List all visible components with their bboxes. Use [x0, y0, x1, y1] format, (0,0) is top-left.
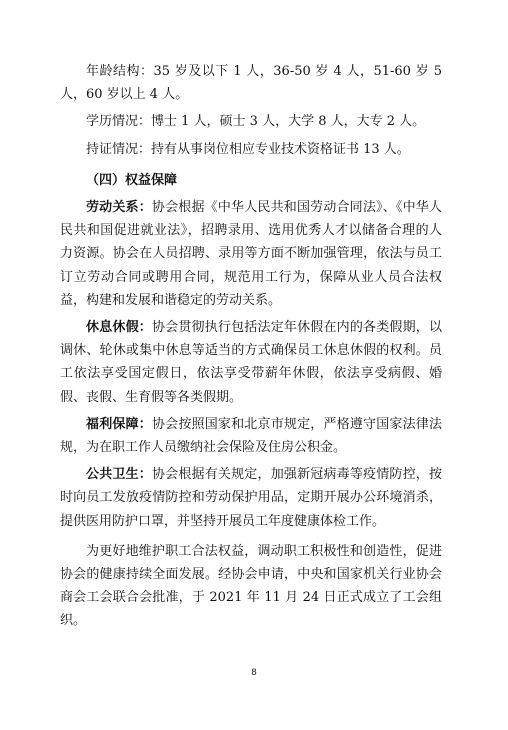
welfare-paragraph [60, 413, 442, 459]
trade-union-paragraph: 为更好地维护职工合法权益，调动职工积极性和创造性，促进协会的健康持续全面发展。经协会申请，中央和国家机关行业协会商会工会联合会批准，于 2021 年 11 月 24 日正式成立了工会组织。 [60, 543, 442, 629]
education-paragraph: 学历情况：博士 1 人，硕士 3 人，大学 8 人，大专 2 人。 [86, 114, 426, 130]
labor-relations-text: 协会根据《中华人民共和国劳动合同法》、《中华人民共和国促进就业法》，招聘录用、选用优秀人才以储备合理的人力资源。协会在人员招聘、录用等方面不断加强管理，依法与员工订立劳动合同或聘用合同，规范用工行为，保障从业人员合法权益，构建和发展和谐稳定的劳动关系。 [60, 200, 442, 308]
public-health-paragraph [60, 463, 442, 533]
welfare-text: 协会按照国家和北京市规定，严格遵守国家法律法规，为在职工作人员缴纳社会保险及住房公积金。 [60, 416, 442, 456]
labor-relations-lead: 劳动关系： [86, 200, 152, 216]
page-number: 8 [251, 668, 257, 678]
public-health-lead: 公共卫生： [86, 467, 152, 483]
welfare-lead: 福利保障： [86, 416, 152, 432]
section-heading: （四）权益保障 [86, 172, 178, 188]
age-structure-paragraph: 年龄结构：35 岁及以下 1 人，36-50 岁 4 人，51-60 岁 5 人，60 岁以上 4 人。 [60, 64, 442, 103]
labor-relations-paragraph [60, 196, 442, 312]
rest-leave-paragraph [60, 316, 442, 409]
rest-leave-lead: 休息休假： [86, 320, 152, 336]
certificates-paragraph: 持证情况：持有从事岗位相应专业技术资格证书 13 人。 [86, 141, 410, 157]
rest-leave-text: 协会贯彻执行包括法定年休假在内的各类假期，以调休、轮休或集中休息等适当的方式确保员工休息休假的权利。员工依法享受国定假日，依法享受带薪年休假，依法享受病假、婚假、丧假、生育假等各类假期。 [60, 320, 442, 405]
page-body [60, 60, 442, 633]
public-health-text: 协会根据有关规定，加强新冠病毒等疫情防控，按时向员工发放疫情防控和劳动保护用品，定期开展办公环境消杀，提供医用防护口罩，并坚持开展员工年度健康体检工作。 [60, 467, 442, 529]
